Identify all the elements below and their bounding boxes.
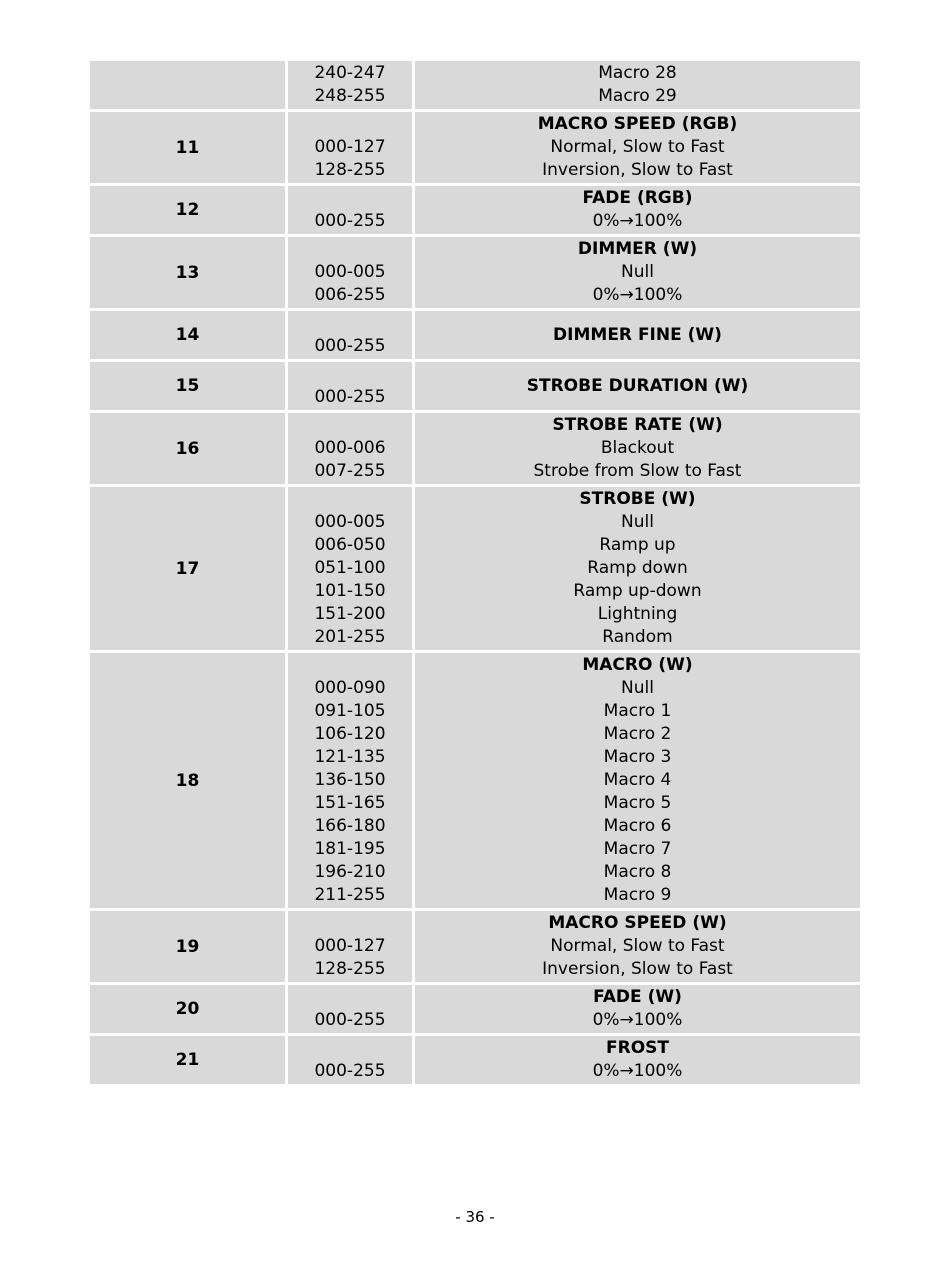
function-cell [415,61,860,109]
table-row [90,186,860,234]
value-range: 151-165 [314,793,386,813]
table-row [90,362,860,410]
value-range: 000-005 [314,512,386,532]
function-cell [415,985,860,1033]
value-range: 007-255 [314,461,386,481]
channel-number: 12 [90,186,285,234]
value-range: 201-255 [314,627,386,647]
function-cell [415,413,860,484]
channel-number: 18 [90,653,285,908]
function-cell [415,487,860,650]
function-description: Null [621,512,654,532]
function-description: Macro 7 [603,839,672,859]
channel-number: 11 [90,112,285,183]
function-description: Macro 29 [598,86,677,106]
value-range-cell [288,112,412,183]
channel-number: 13 [90,237,285,308]
function-cell [415,1036,860,1084]
function-cell [415,311,860,359]
function-description: Macro 9 [603,885,672,905]
table-row [90,61,860,109]
table-row [90,653,860,908]
value-range: 121-135 [314,747,386,767]
function-cell [415,186,860,234]
function-title: MACRO SPEED (RGB) [537,114,738,134]
value-range: 051-100 [314,558,386,578]
table-row [90,112,860,183]
function-title: MACRO (W) [582,655,693,675]
value-range: 091-105 [314,701,386,721]
value-range: 101-150 [314,581,386,601]
function-description: Lightning [597,604,678,624]
function-cell [415,911,860,982]
value-range: 128-255 [314,160,386,180]
value-range-cell [288,61,412,109]
value-range-cell [288,311,412,359]
dmx-channel-table [90,61,860,1084]
table-row [90,1036,860,1084]
value-range-cell [288,362,412,410]
page-number: - 36 - [455,1208,495,1226]
value-range: 000-255 [314,1010,386,1030]
function-description: Ramp up-down [573,581,702,601]
value-range-cell [288,985,412,1033]
value-range: 000-255 [314,387,386,407]
value-range-cell [288,487,412,650]
function-title: STROBE (W) [579,489,696,509]
value-range: 000-255 [314,211,386,231]
function-cell [415,237,860,308]
channel-number: 19 [90,911,285,982]
value-range: 000-127 [314,137,386,157]
channel-number: 21 [90,1036,285,1084]
channel-number [90,61,285,109]
channel-number: 17 [90,487,285,650]
function-description: Ramp up [599,535,676,555]
value-range: 000-255 [314,1061,386,1081]
function-description: Normal, Slow to Fast [550,137,725,157]
value-range: 000-090 [314,678,386,698]
value-range: 000-006 [314,438,386,458]
table-row [90,237,860,308]
channel-number: 16 [90,413,285,484]
function-description: Inversion, Slow to Fast [542,160,733,180]
function-description: Ramp down [587,558,688,578]
value-range: 151-200 [314,604,386,624]
value-range: 181-195 [314,839,386,859]
function-description: Strobe from Slow to Fast [533,461,742,481]
value-range-cell [288,413,412,484]
function-description: Inversion, Slow to Fast [542,959,733,979]
function-cell [415,112,860,183]
function-description: Normal, Slow to Fast [550,936,725,956]
function-description: Macro 5 [603,793,672,813]
function-description: Macro 28 [598,63,677,83]
value-range: 248-255 [314,86,386,106]
table-row [90,413,860,484]
function-description: Null [621,678,654,698]
channel-number: 20 [90,985,285,1033]
function-description: 0%→100% [592,211,683,231]
value-range: 136-150 [314,770,386,790]
function-description: Random [602,627,673,647]
function-title: FADE (W) [593,987,682,1007]
function-title: DIMMER FINE (W) [553,324,722,345]
value-range: 000-005 [314,262,386,282]
function-title: STROBE RATE (W) [552,415,723,435]
function-title: FROST [606,1038,669,1058]
value-range: 000-127 [314,936,386,956]
value-range-cell [288,237,412,308]
function-description: Macro 8 [603,862,672,882]
function-cell [415,653,860,908]
function-description: 0%→100% [592,285,683,305]
channel-number: 15 [90,362,285,410]
function-description: 0%→100% [592,1061,683,1081]
value-range: 211-255 [314,885,386,905]
function-description: Macro 3 [603,747,672,767]
table-row [90,487,860,650]
value-range: 006-050 [314,535,386,555]
function-description: Macro 1 [603,701,672,721]
value-range: 106-120 [314,724,386,744]
function-title: MACRO SPEED (W) [548,913,727,933]
function-description: 0%→100% [592,1010,683,1030]
value-range-cell [288,1036,412,1084]
value-range: 166-180 [314,816,386,836]
function-description: Macro 2 [603,724,672,744]
table-row [90,985,860,1033]
value-range: 196-210 [314,862,386,882]
function-description: Macro 4 [603,770,672,790]
value-range: 000-255 [314,336,386,356]
value-range: 128-255 [314,959,386,979]
function-description: Blackout [600,438,675,458]
table-row [90,311,860,359]
channel-number: 14 [90,311,285,359]
function-cell [415,362,860,410]
value-range-cell [288,653,412,908]
value-range-cell [288,186,412,234]
function-description: Null [621,262,654,282]
function-description: Macro 6 [603,816,672,836]
value-range: 006-255 [314,285,386,305]
value-range: 240-247 [314,63,386,83]
value-range-cell [288,911,412,982]
function-title: STROBE DURATION (W) [526,375,749,396]
function-title: FADE (RGB) [582,188,693,208]
table-row [90,911,860,982]
function-title: DIMMER (W) [577,239,698,259]
